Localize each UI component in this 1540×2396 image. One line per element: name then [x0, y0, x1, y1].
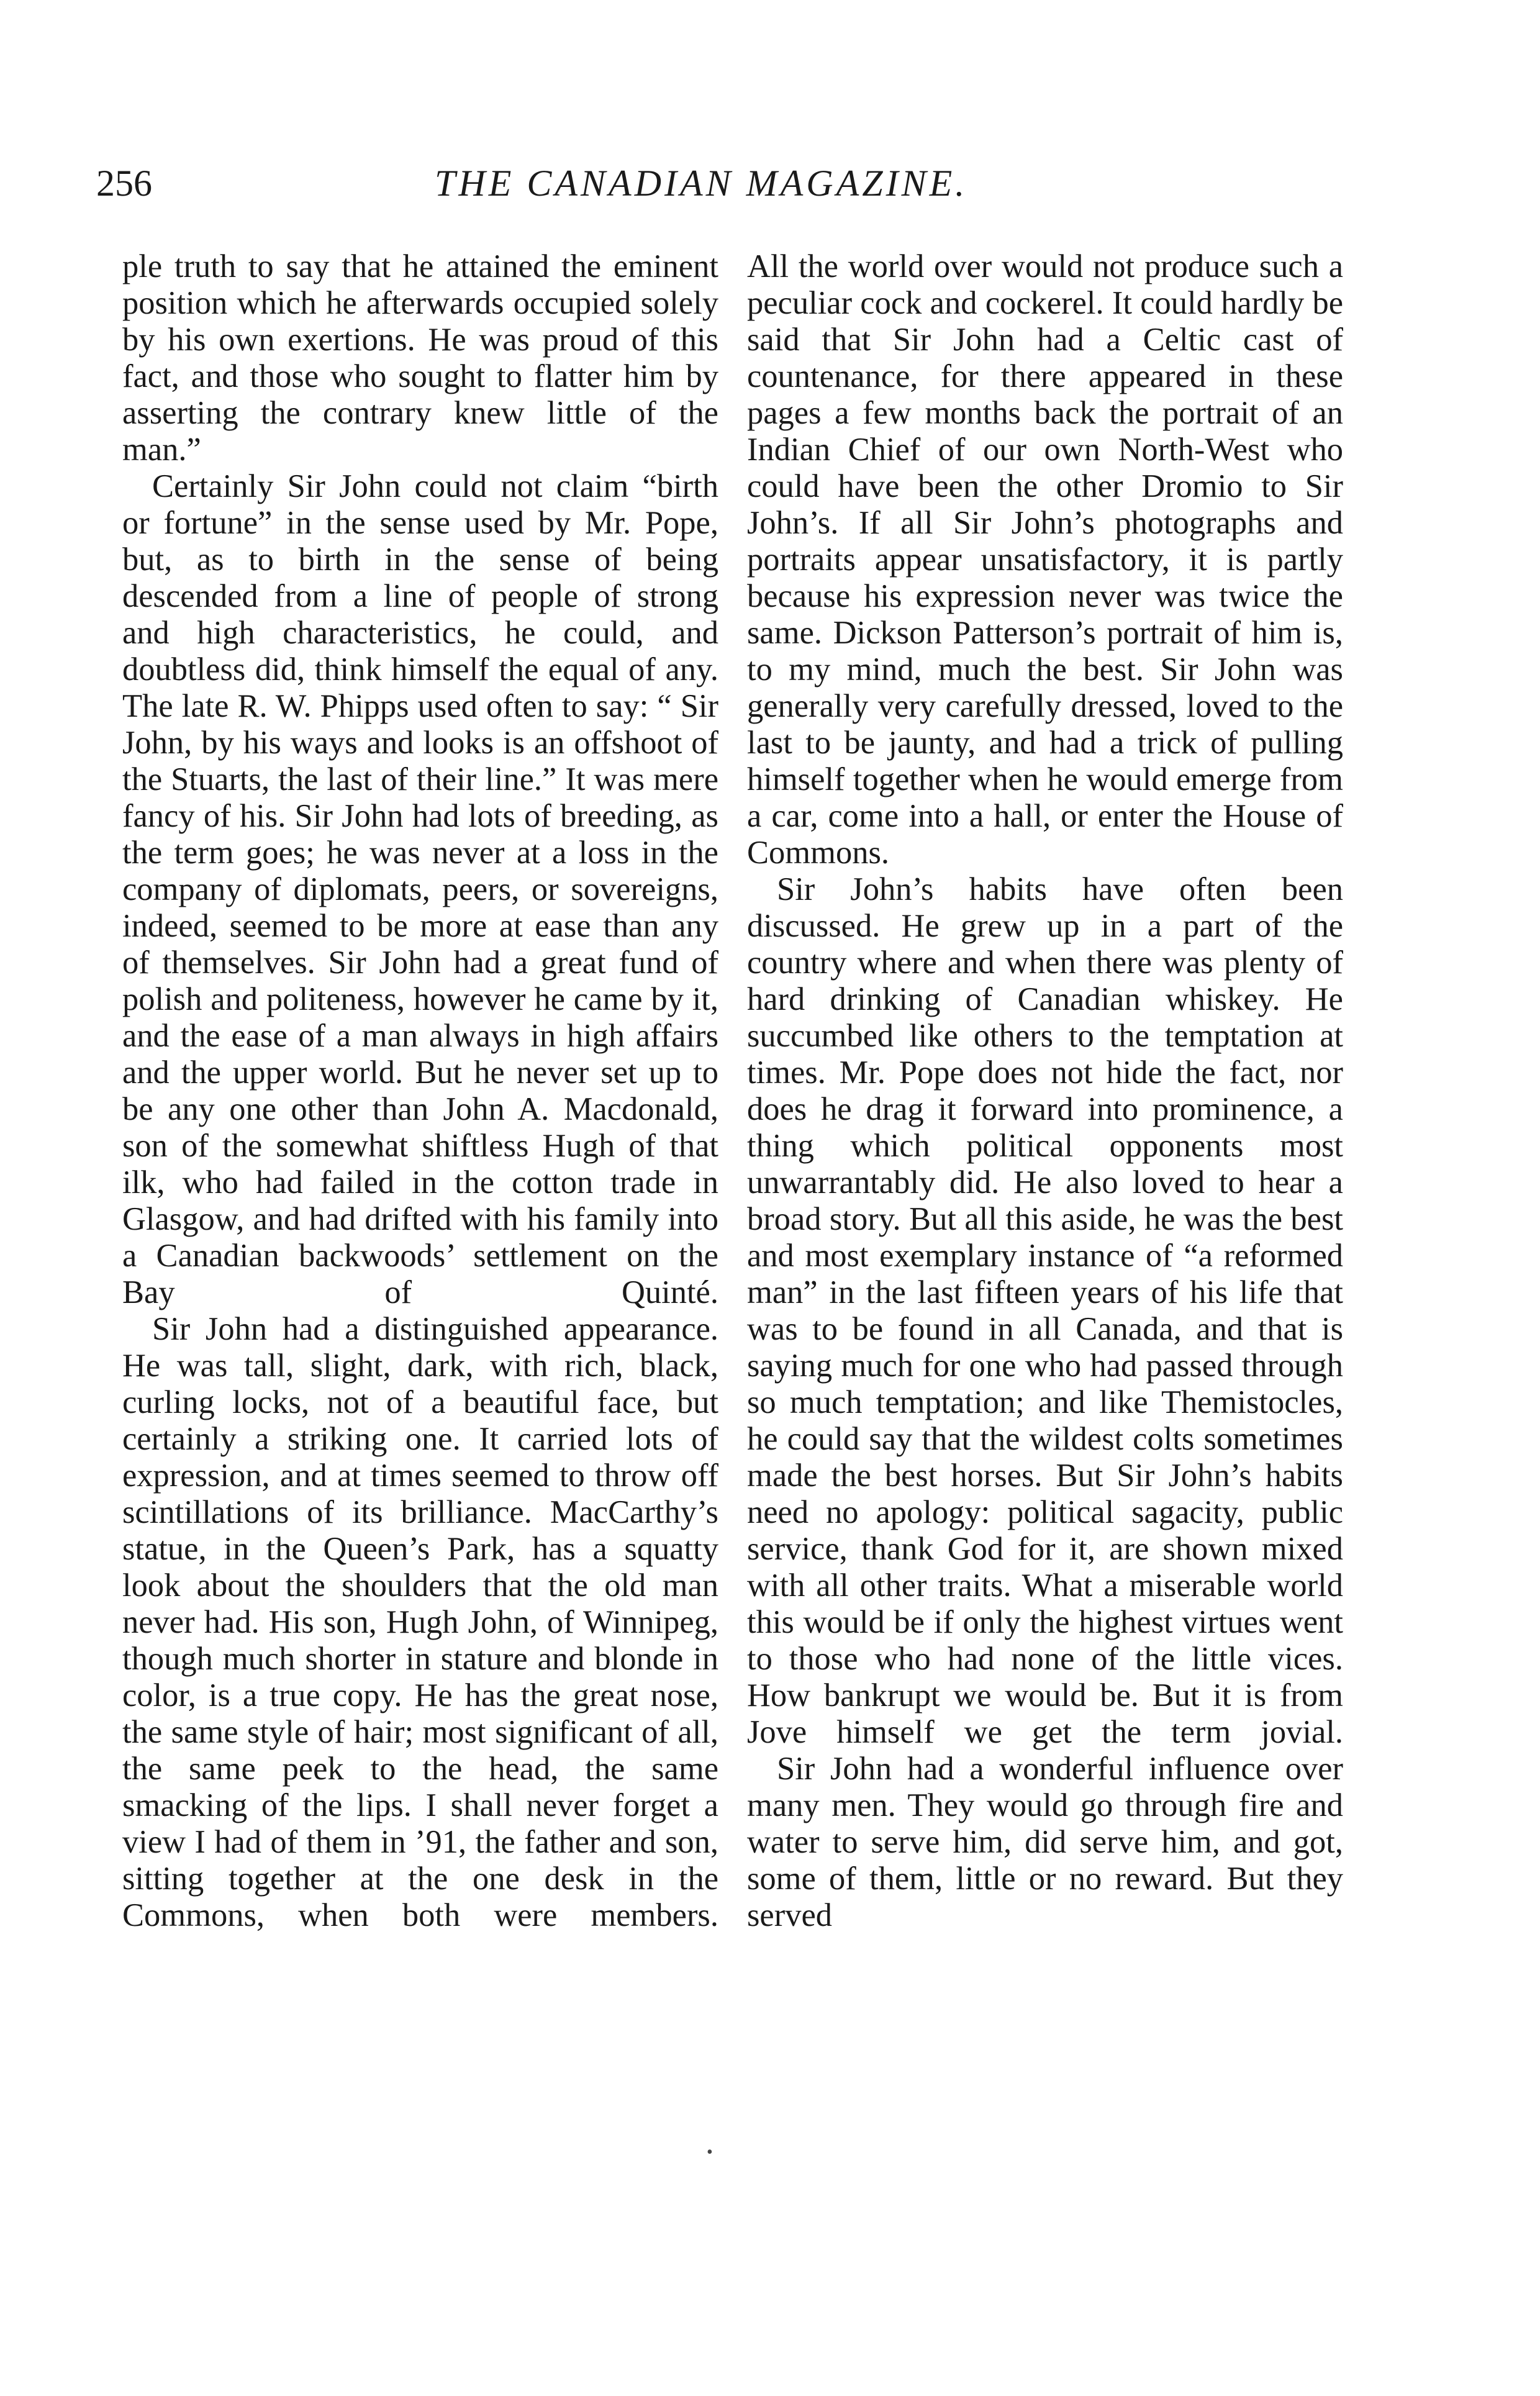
- running-title: THE CANADIAN MAGAZINE.: [435, 163, 968, 204]
- page-number: 256: [96, 163, 152, 204]
- paragraph: All the world over would not produce such a peculiar cock and cockerel. It could hardly be said that Sir John had a Celtic cast of countenance, for there appeared in these pages a few months back the portrait of an Indian Chief of our own North-West who could have been the other Dromio to Sir John’s. If all Sir John’s photographs and portraits appear unsatisfactory, it is partly because his expression never was twice the same. Dickson Patterson’s portrait of him is, to my mind, much the best. Sir John was generally very carefully dressed, loved to the last to be jaunty, and had a trick of pulling himself together when he would emerge from a car, come into a hall, or enter the House of Commons.: [747, 248, 1343, 871]
- paragraph: Sir John had a distinguished appearance. He was tall, slight, dark, with rich, black, curling locks, not of a beautiful face, but certainly a striking one. It carried lots of expression, and at times seemed to throw off scintillations of its brilliance. MacCarthy’s statue, in the Queen’s Park, has a squatty look about the shoulders that the old man never had. His son, Hugh John, of Winnipeg, though much shorter in stature and blonde in color, is a true copy. He has the great nose, the same style of hair; most significant of all, the same peek to the head, the same smacking of the lips. I shall never forget a view I had of them in ’91, the father and son, sitting together at the one desk in the Commons, when both were members.: [122, 1311, 718, 1933]
- paragraph: Certainly Sir John could not claim “birth or fortune” in the sense used by Mr. Pope, but, as to birth in the sense of being descended from a line of people of strong and high characteristics, he could, and doubtless did, think himself the equal of any. The late R. W. Phipps used often to say: “ Sir John, by his ways and looks is an offshoot of the Stuarts, the last of their line.” It was mere fancy of his. Sir John had lots of breeding, as the term goes; he was never at a loss in the company of diplomats, peers, or sovereigns, indeed, seemed to be more at ease than any of themselves. Sir John had a great fund of polish and politeness, however he came by it, and the ease of a man always in high affairs and the upper world. But he never set up to be any one other than John A. Macdonald, son of the somewhat shiftless Hugh of that ilk, who had failed in the cotton trade in Glasgow, and had drifted with his family into a Canadian backwoods’ settlement on the Bay of Quinté.: [122, 468, 718, 1310]
- left-column: [122, 248, 718, 1934]
- paragraph: Sir John had a wonderful influence over many men. They would go through fire and water to serve him, did serve him, and got, some of them, little or no reward. But they served: [747, 1751, 1343, 1933]
- paragraph: ple truth to say that he attained the eminent position which he afterwards occupied solely by his own exertions. He was proud of this fact, and those who sought to flatter him by asserting the contrary knew little of the man.”: [122, 248, 718, 468]
- running-header: [0, 155, 1540, 211]
- printer-mark: •: [707, 2143, 713, 2162]
- paragraph: Sir John’s habits have often been discussed. He grew up in a part of the country where and when there was plenty of hard drinking of Canadian whiskey. He succumbed like others to the temptation at times. Mr. Pope does not hide the fact, nor does he drag it forward into prominence, a thing which political opponents most unwarrantably did. He also loved to hear a broad story. But all this aside, he was the best and most exemplary instance of “a reformed man” in the last fifteen years of his life that was to be found in all Canada, and that is saying much for one who had passed through so much temptation; and like Themistocles, he could say that the wildest colts sometimes made the best horses. But Sir John’s habits need no apology: political sagacity, public service, thank God for it, are shown mixed with all other traits. What a miserable world this would be if only the highest virtues went to those who had none of the little vices. How bankrupt we would be. But it is from Jove himself we get the term jovial.: [747, 871, 1343, 1750]
- right-column: [747, 248, 1343, 1934]
